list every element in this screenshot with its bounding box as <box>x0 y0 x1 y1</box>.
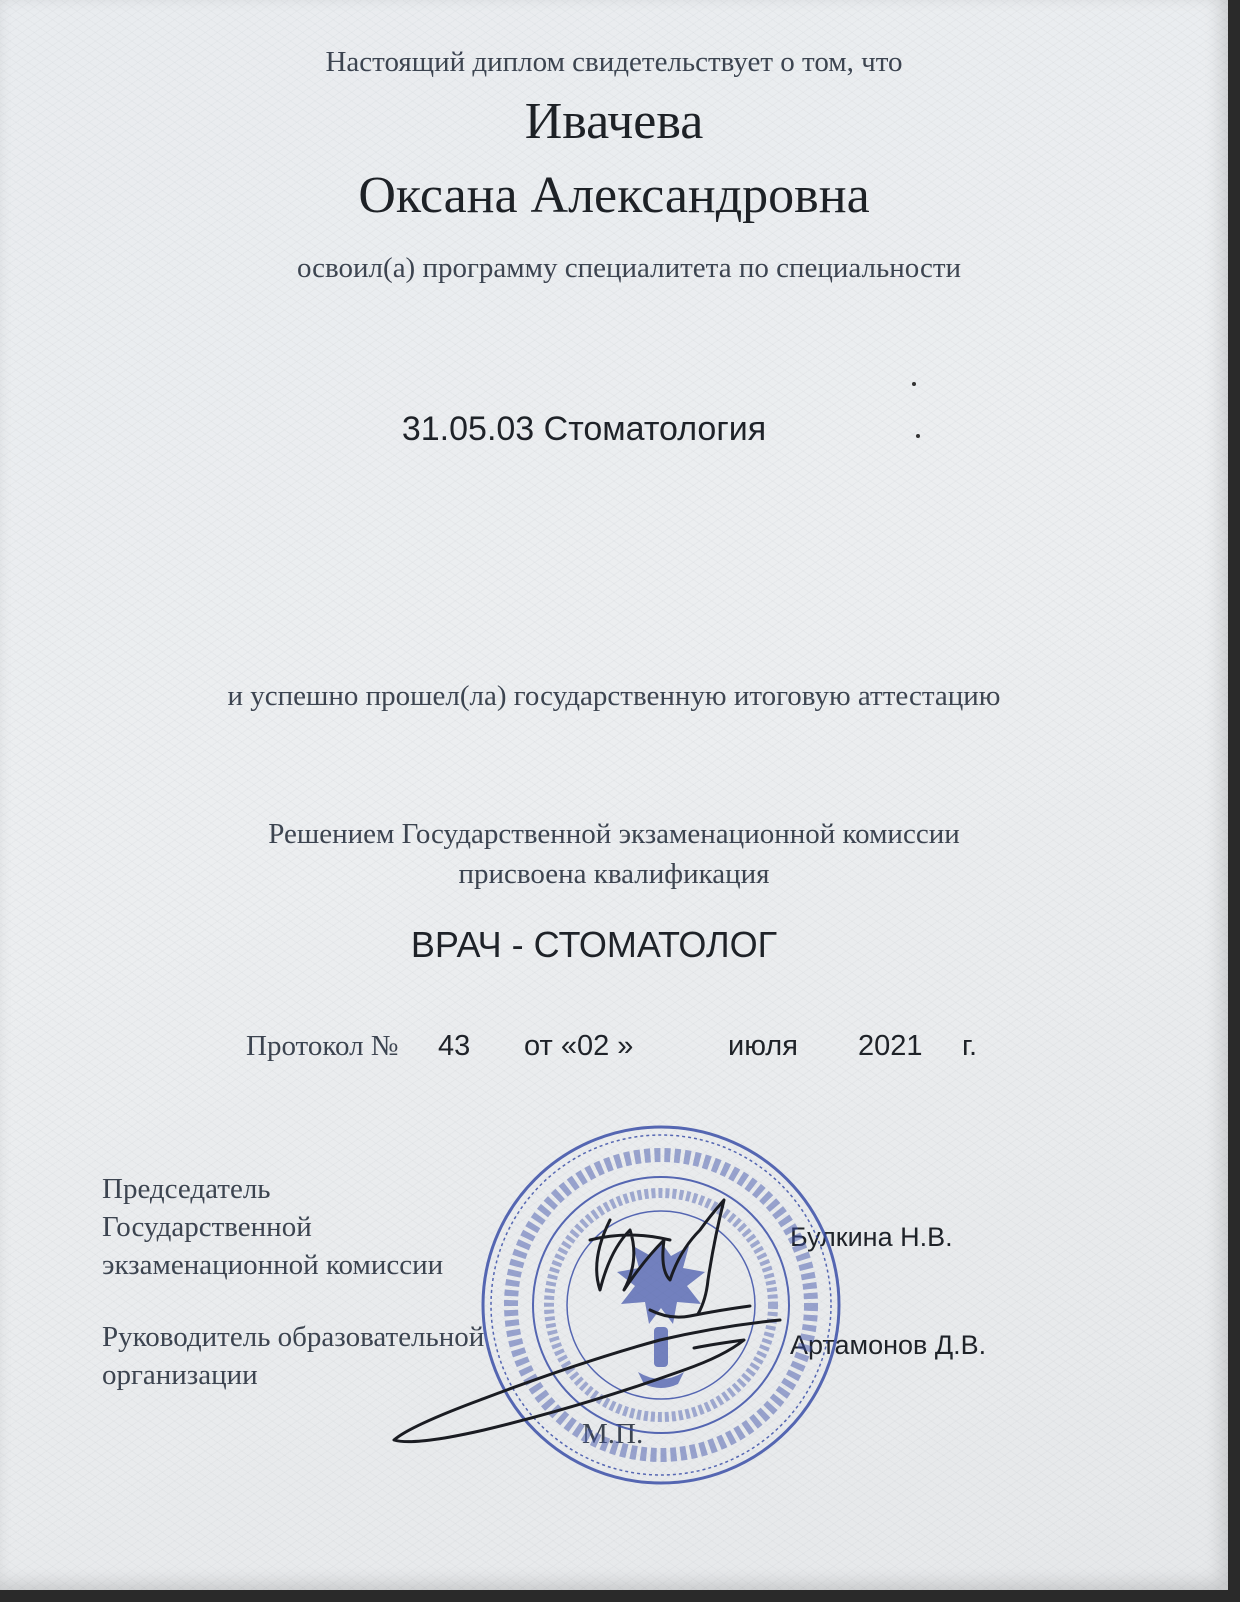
protocol-day: от «02 » <box>524 1030 634 1062</box>
head-signature-icon <box>394 1306 780 1442</box>
chair-name: Булкина Н.В. <box>790 1222 953 1252</box>
protocol-month: июля <box>728 1030 798 1062</box>
head-title-line: организации <box>102 1359 258 1391</box>
handwritten-signatures <box>380 1180 810 1460</box>
protocol-number: 43 <box>438 1030 471 1062</box>
ink-speck <box>912 382 916 386</box>
chair-title-line: Председатель <box>102 1173 271 1205</box>
protocol-line <box>0 1030 1228 1070</box>
stamp-place-label: М.П. <box>582 1418 644 1450</box>
specialty-value: 31.05.03 Стоматология <box>401 410 767 448</box>
protocol-year-suffix: г. <box>962 1030 978 1062</box>
graduate-surname: Ивачева <box>524 93 704 150</box>
head-name: Артамонов Д.В. <box>790 1330 987 1360</box>
attestation-text: и успешно прошел(ла) государственную итоговую аттестацию <box>227 680 1001 712</box>
program-text: освоил(а) программу специалитета по специальности <box>296 252 962 284</box>
chair-title-line: экзаменационной комиссии <box>102 1249 444 1281</box>
chair-title-line: Государственной <box>102 1211 312 1243</box>
qualification-assigned-text: присвоена квалификация <box>458 858 770 890</box>
head-title-line: Руководитель образовательной <box>102 1321 485 1353</box>
graduate-given-names: Оксана Александровна <box>358 167 870 224</box>
chair-signature-icon <box>590 1200 724 1314</box>
protocol-year: 2021 <box>858 1030 923 1062</box>
intro-text: Настоящий диплом свидетельствует о том, что <box>325 46 903 78</box>
protocol-label: Протокол № <box>246 1030 399 1062</box>
ink-speck <box>916 434 920 438</box>
qualification-value: ВРАЧ - СТОМАТОЛОГ <box>410 924 778 965</box>
commission-decision-text: Решением Государственной экзаменационной комиссии <box>268 818 960 850</box>
